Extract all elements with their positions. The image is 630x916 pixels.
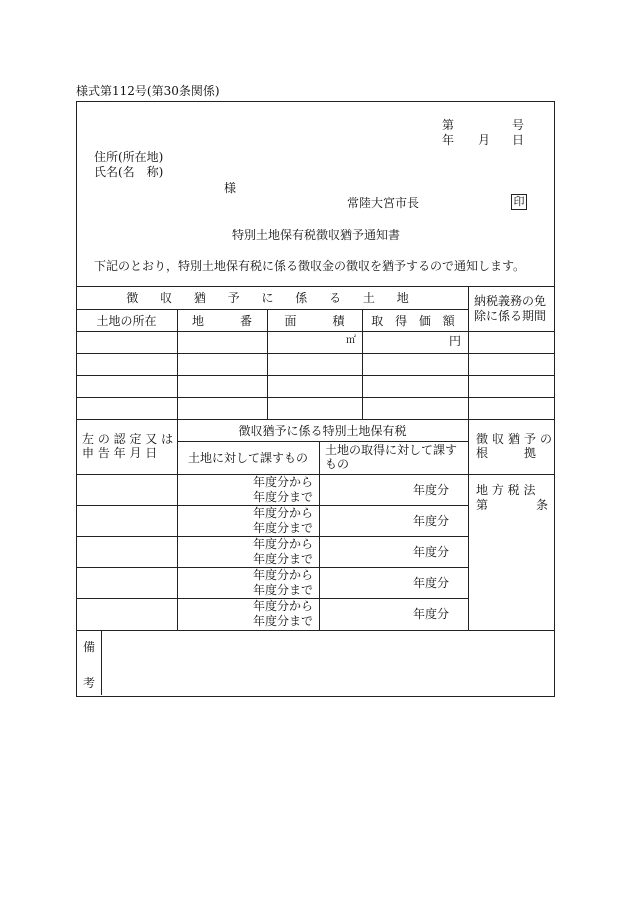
address-label: 住所(所在地) <box>94 150 164 164</box>
doc-no-prefix: 第 <box>442 118 455 132</box>
fiscal-year-from: 年度分から <box>253 599 314 613</box>
fiscal-year-portion: 年度分 <box>413 545 450 559</box>
name-label: 氏名(名 称) <box>94 165 164 179</box>
deferral-basis-label-2: 根 拠 <box>476 446 537 460</box>
divider <box>177 441 468 442</box>
deferral-basis-label-1: 徴収猶予の <box>476 432 557 446</box>
divider <box>76 397 554 398</box>
divider <box>76 474 554 475</box>
fiscal-year-to: 年度分まで <box>253 521 314 535</box>
fiscal-year-portion: 年度分 <box>413 483 450 497</box>
date-month: 月 <box>478 133 491 147</box>
divider <box>101 630 102 695</box>
tax-section-title: 徴収猶予に係る特別土地保有税 <box>238 424 407 438</box>
col-location: 土地の所在 <box>96 314 157 328</box>
divider <box>468 419 469 630</box>
doc-no-suffix: 号 <box>512 118 525 132</box>
price-unit: 円 <box>448 334 461 348</box>
form-frame <box>76 101 555 697</box>
fiscal-year-to: 年度分まで <box>253 614 314 628</box>
land-section-title: 徴 収 猶 予 に 係 る 土 地 <box>126 291 418 305</box>
area-unit: ㎡ <box>346 335 356 346</box>
col-tax-on-land: 土地に対して課すもの <box>187 451 308 465</box>
form-number: 様式第112号(第30条関係) <box>76 84 220 98</box>
col-acquisition-price: 取 得 価 額 <box>371 314 459 328</box>
recognition-date-label-2: 申 告 年 月 日 <box>82 446 158 460</box>
divider <box>76 375 554 376</box>
remarks-label-1: 備 <box>83 640 96 654</box>
divider <box>76 419 554 420</box>
fiscal-year-to: 年度分まで <box>253 583 314 597</box>
local-tax-law-label: 地 方 税 法 <box>476 483 536 497</box>
fiscal-year-from: 年度分から <box>253 475 314 489</box>
seal-mark: 印 <box>511 194 527 210</box>
notice-text: 下記のとおり，特別土地保有税に係る徴収金の徴収を猶予するので通知します。 <box>94 259 526 273</box>
law-article-prefix: 第 <box>476 498 489 512</box>
fiscal-year-from: 年度分から <box>253 537 314 551</box>
remarks-label-2: 考 <box>83 676 96 690</box>
fiscal-year-portion: 年度分 <box>413 514 450 528</box>
law-article-suffix: 条 <box>536 498 549 512</box>
divider <box>76 286 554 287</box>
honorific: 様 <box>224 181 237 195</box>
fiscal-year-to: 年度分まで <box>253 552 314 566</box>
fiscal-year-portion: 年度分 <box>413 607 450 621</box>
fiscal-year-from: 年度分から <box>253 506 314 520</box>
exemption-period-label-2: 除に係る期間 <box>474 309 547 323</box>
fiscal-year-portion: 年度分 <box>413 576 450 590</box>
divider <box>76 353 554 354</box>
col-tax-on-acquisition-1: 土地の取得に対して課す <box>325 443 458 457</box>
col-tax-on-acquisition-2: もの <box>325 457 350 471</box>
col-area: 面 積 <box>284 314 345 328</box>
document-title: 特別土地保有税徴収猶予通知書 <box>232 228 401 242</box>
recognition-date-label-1: 左 の 認 定 又 は <box>82 432 174 446</box>
fiscal-year-from: 年度分から <box>253 568 314 582</box>
divider <box>76 331 554 332</box>
date-day: 日 <box>512 133 525 147</box>
divider <box>76 309 468 310</box>
divider <box>319 441 320 630</box>
col-lot-number: 地 番 <box>191 314 252 328</box>
divider <box>76 630 554 631</box>
mayor-title: 常陸大宮市長 <box>347 196 420 210</box>
fiscal-year-to: 年度分まで <box>253 490 314 504</box>
date-year: 年 <box>442 133 455 147</box>
divider <box>468 286 469 419</box>
exemption-period-label-1: 納税義務の免 <box>474 294 547 308</box>
